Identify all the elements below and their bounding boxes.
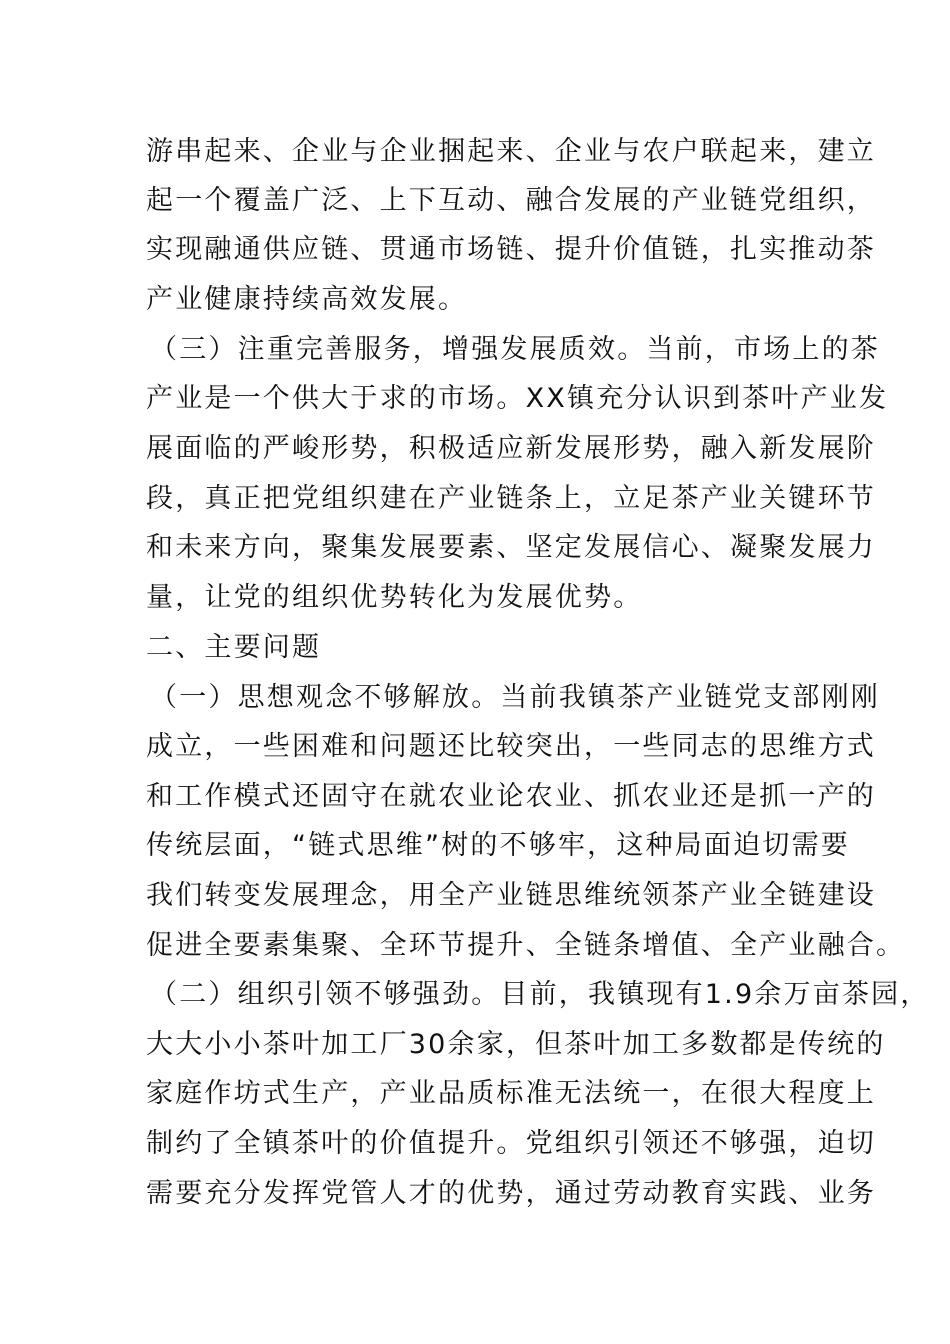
section-heading-3: （三）注重完善服务，增强发展质效。当前，市场上的茶 xyxy=(150,334,880,365)
text-line: 和未来方向，聚集发展要素、坚定发展信心、凝聚发展力 xyxy=(146,532,876,563)
text-line: 成立，一些困难和问题还比较突出，一些同志的思维方式 xyxy=(146,731,876,762)
text-line: 大大小小茶叶加工厂30余家，但茶叶加工多数都是传统的 xyxy=(146,1029,886,1060)
text-line: 段，真正把党组织建在产业链条上，立足茶产业关键环节 xyxy=(146,483,876,514)
text-line: 实现融通供应链、贯通市场链、提升价值链，扎实推动茶 xyxy=(146,234,876,265)
subsection-heading-2: （二）组织引领不够强劲。目前，我镇现有1.9余万亩茶园， xyxy=(150,979,930,1010)
text-line: 需要充分发挥党管人才的优势，通过劳动教育实践、业务 xyxy=(146,1178,876,1209)
text-line: 我们转变发展理念，用全产业链思维统领茶产业全链建设 xyxy=(146,880,876,911)
text-line: 传统层面，“链式思维”树的不够牢，这种局面迫切需要 xyxy=(146,830,850,861)
text-line: 量，让党的组织优势转化为发展优势。 xyxy=(146,582,643,613)
section-title-main-problems: 二、主要问题 xyxy=(146,632,322,663)
text-line: 和工作模式还固守在就农业论农业、抓农业还是抓一产的 xyxy=(146,781,876,812)
text-line: 产业健康持续高效发展。 xyxy=(146,284,468,315)
text-line: 制约了全镇茶叶的价值提升。党组织引领还不够强，迫切 xyxy=(146,1128,876,1159)
text-line: 游串起来、企业与企业捆起来、企业与农户联起来，建立 xyxy=(146,136,876,167)
subsection-heading-1: （一）思想观念不够解放。当前我镇茶产业链党支部刚刚 xyxy=(150,682,880,713)
text-line: 起一个覆盖广泛、上下互动、融合发展的产业链党组织， xyxy=(146,185,876,216)
text-line: 促进全要素集聚、全环节提升、全链条增值、全产业融合。 xyxy=(146,930,906,961)
text-line: 展面临的严峻形势，积极适应新发展形势，融入新发展阶 xyxy=(146,433,876,464)
text-line: 家庭作坊式生产，产业品质标准无法统一，在很大程度上 xyxy=(146,1078,876,1109)
text-line: 产业是一个供大于求的市场。XX镇充分认识到茶叶产业发 xyxy=(146,383,889,414)
